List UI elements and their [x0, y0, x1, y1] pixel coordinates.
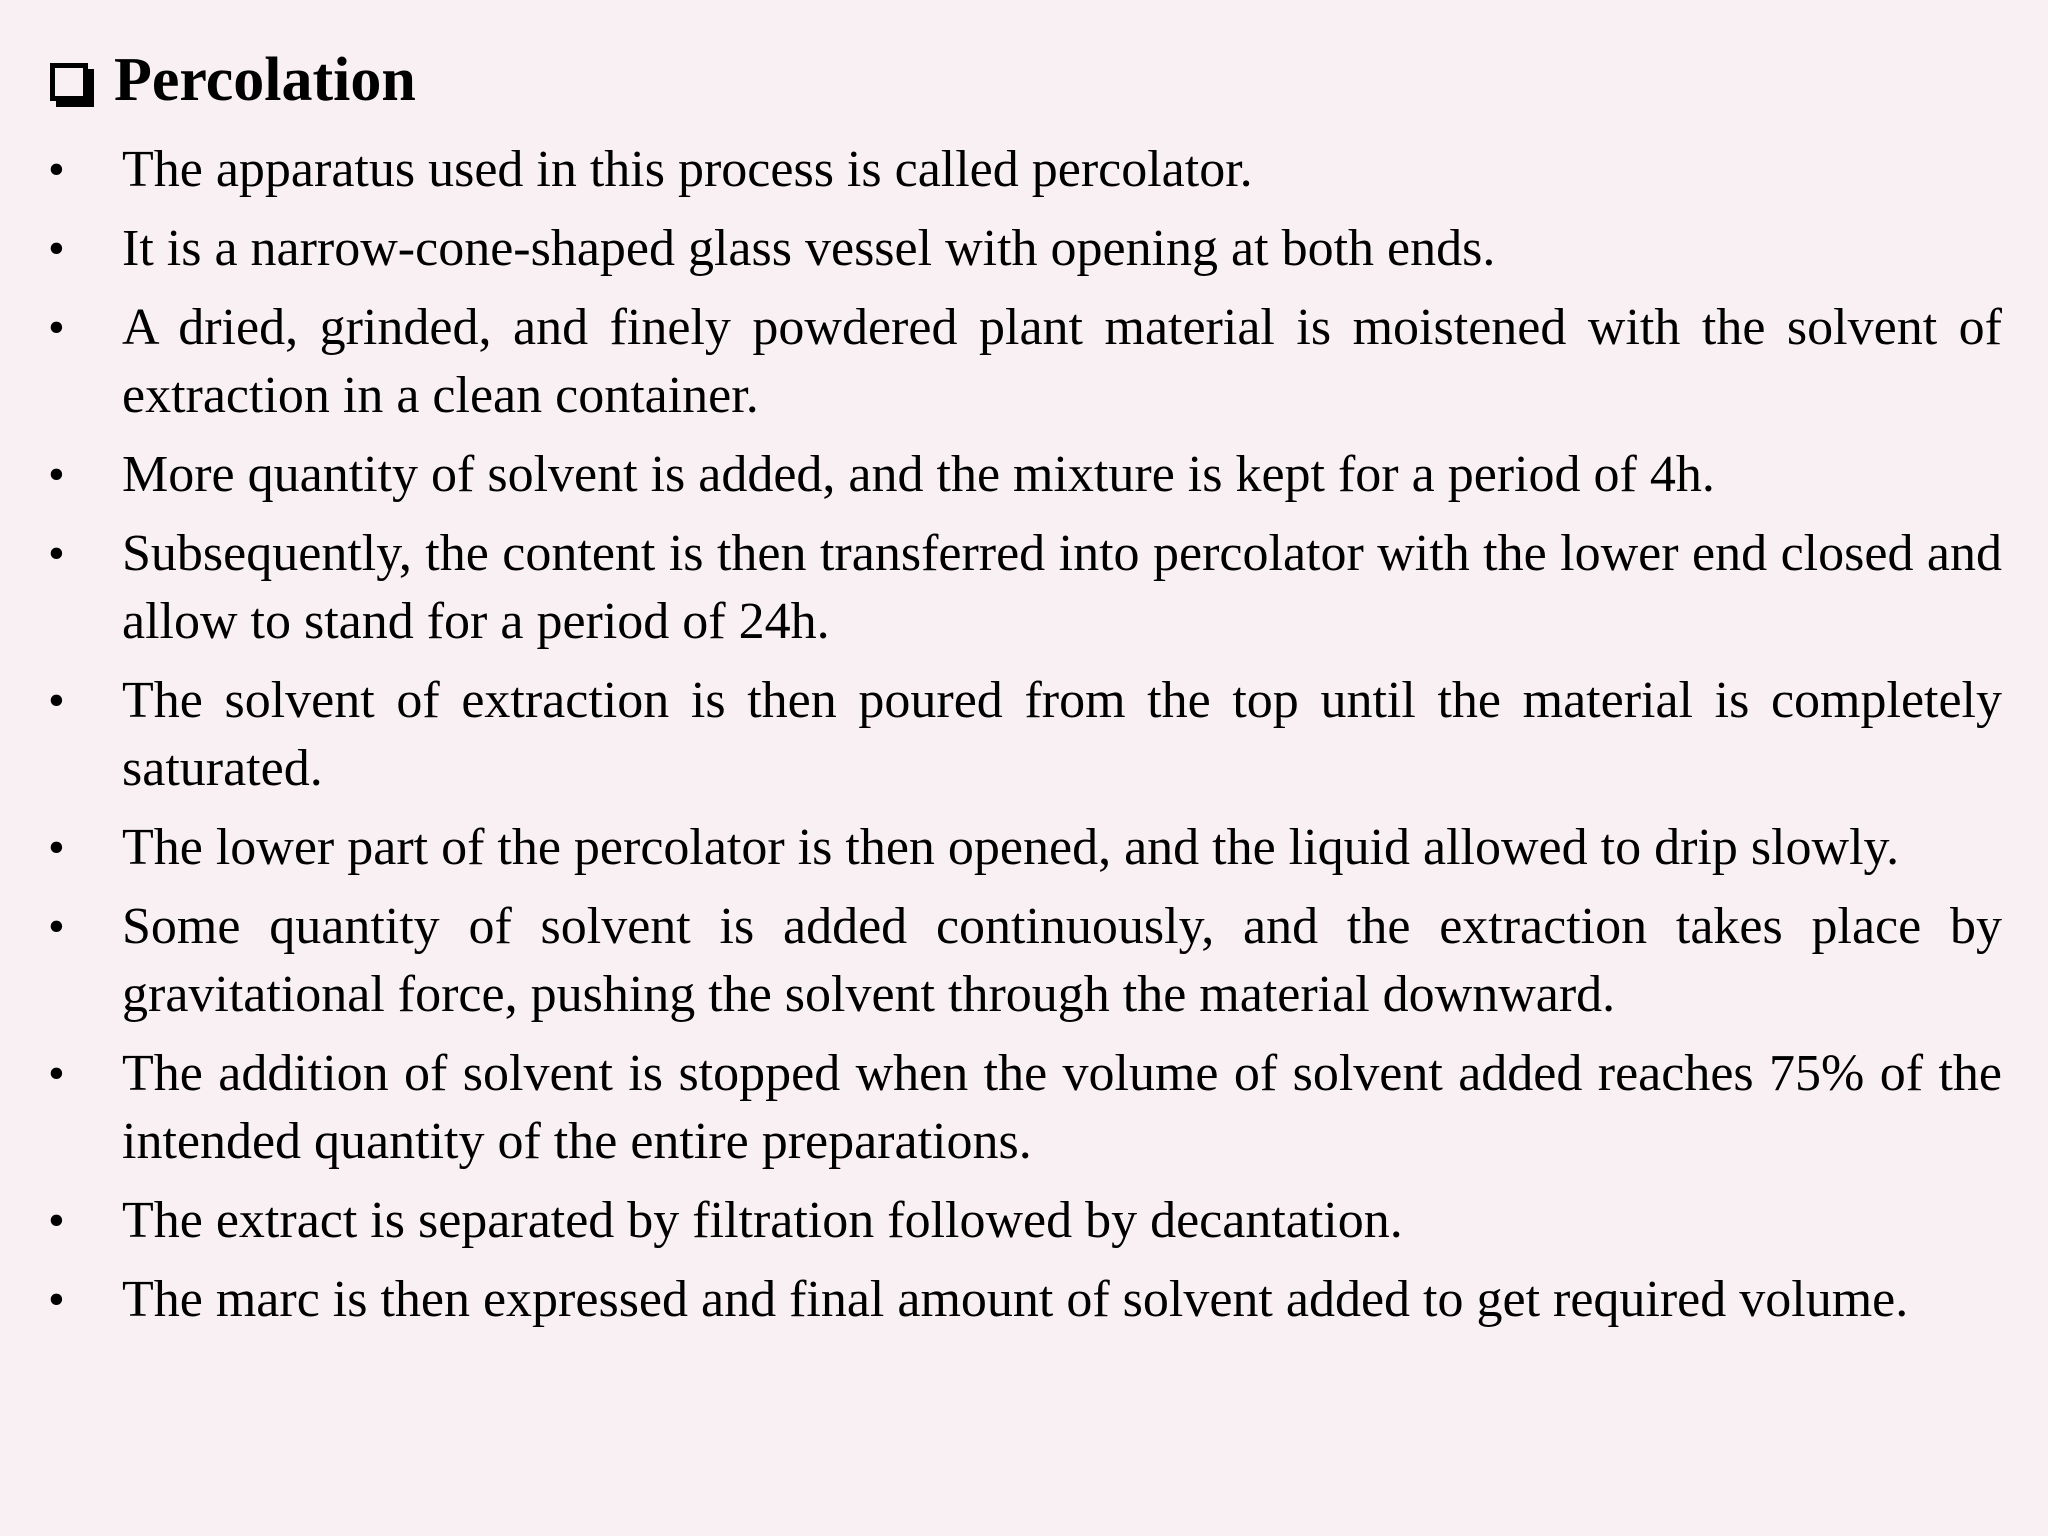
bullet-text: The marc is then expressed and final amount of solvent added to get required volume.: [122, 1271, 1909, 1328]
bullet-item: [0, 667, 2048, 803]
bullet-text: It is a narrow-cone-shaped glass vessel with opening at both ends.: [122, 220, 1496, 277]
bullet-text: The solvent of extraction is then poured from the top until the material is completely saturated.: [122, 672, 2002, 797]
bullet-item: [0, 294, 2048, 430]
bullet-item: [0, 814, 2048, 882]
heading-title: Percolation: [114, 46, 416, 114]
bullet-item: [0, 215, 2048, 283]
bullet-dot-icon: •: [48, 821, 65, 874]
checkbox-square-icon: [50, 63, 88, 101]
bullet-text: The addition of solvent is stopped when the volume of solvent added reaches 75% of the intended quantity of the entire preparations.: [122, 1045, 2002, 1170]
bullet-dot-icon: •: [48, 143, 65, 196]
bullet-dot-icon: •: [48, 1273, 65, 1326]
bullet-dot-icon: •: [48, 448, 65, 501]
bullet-text: The lower part of the percolator is then opened, and the liquid allowed to drip slowly.: [122, 819, 1900, 876]
bullet-text: The apparatus used in this process is called percolator.: [122, 141, 1253, 198]
bullet-item: [0, 893, 2048, 1029]
bullet-item: [0, 136, 2048, 204]
bullet-dot-icon: •: [48, 222, 65, 275]
bullet-text: A dried, grinded, and finely powdered plant material is moistened with the solvent of extraction in a clean container.: [122, 299, 2002, 424]
bullet-text: More quantity of solvent is added, and the mixture is kept for a period of 4h.: [122, 446, 1715, 503]
bullet-dot-icon: •: [48, 1047, 65, 1100]
bullet-list: [0, 136, 2048, 1345]
bullet-text: Some quantity of solvent is added continuously, and the extraction takes place by gravitational force, pushing the solvent through the material downward.: [122, 898, 2002, 1023]
bullet-dot-icon: •: [48, 900, 65, 953]
bullet-item: [0, 1040, 2048, 1176]
bullet-dot-icon: •: [48, 674, 65, 727]
bullet-item: [0, 1266, 2048, 1334]
slide-heading: [50, 38, 416, 122]
bullet-dot-icon: •: [48, 1194, 65, 1247]
bullet-text: Subsequently, the content is then transferred into percolator with the lower end closed and allow to stand for a period of 24h.: [122, 525, 2002, 650]
bullet-text: The extract is separated by filtration followed by decantation.: [122, 1192, 1403, 1249]
bullet-dot-icon: •: [48, 527, 65, 580]
bullet-item: [0, 441, 2048, 509]
bullet-item: [0, 520, 2048, 656]
bullet-dot-icon: •: [48, 301, 65, 354]
bullet-item: [0, 1187, 2048, 1255]
